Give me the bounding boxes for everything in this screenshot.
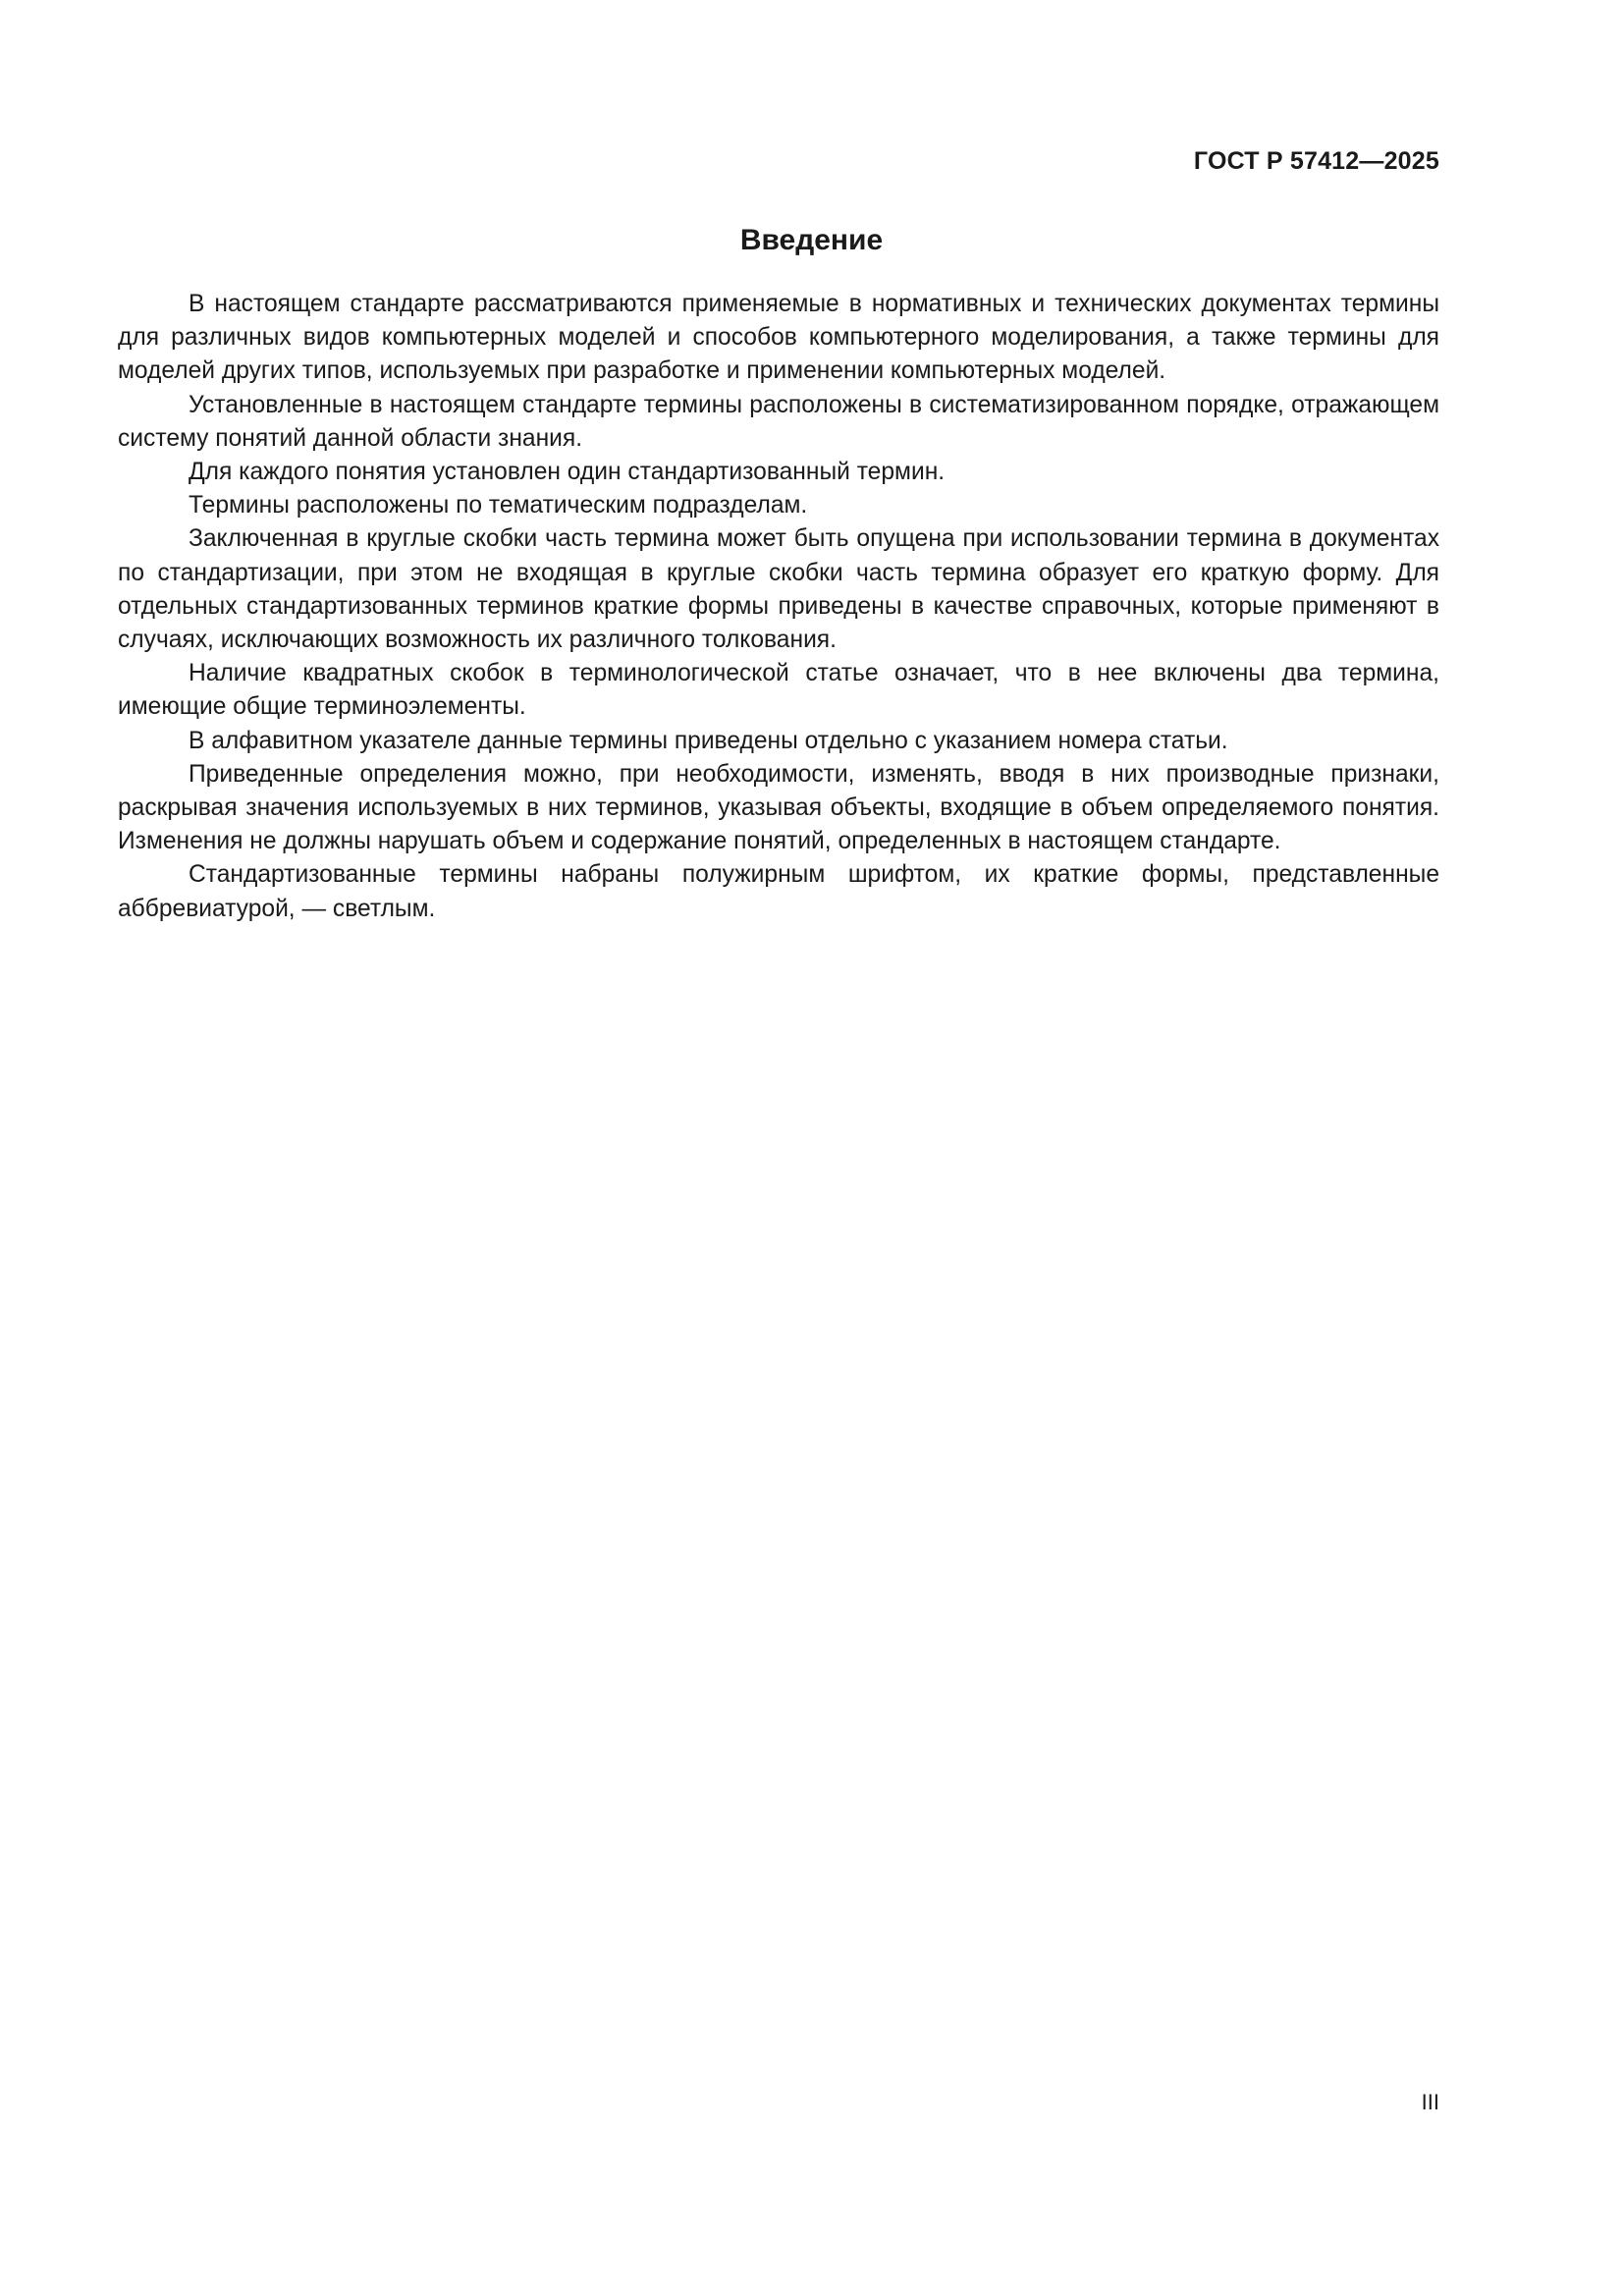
introduction-body xyxy=(118,288,1439,926)
page-number: III xyxy=(1421,2090,1439,2114)
paragraph-2: Установленные в настоящем стандарте термины расположены в систематизированном порядке, отражающем систему понятий данной области знания. xyxy=(118,391,1439,452)
paragraph-1: В настоящем стандарте рассматриваются применяемые в нормативных и технических документах термины для различных видов компьютерных моделей и способов компьютерного моделирования, а также термины для моделей других типов, используемых при разработке и применении компьютерных моделей. xyxy=(118,291,1439,385)
paragraph-8: Приведенные определения можно, при необходимости, изменять, вводя в них производные признаки, раскрывая значения используемых в них терминов, указывая объекты, входящие в объем определяемого понятия. Изменения не должны нарушать объем и содержание понятий, определенных в настоящем стандарте. xyxy=(118,760,1439,855)
paragraph-7: В алфавитном указателе данные термины приведены отдельно с указанием номера статьи. xyxy=(189,727,1228,754)
paragraph-3: Для каждого понятия установлен один стандартизованный термин. xyxy=(189,459,946,486)
paragraph-9: Стандартизованные термины набраны полужирным шрифтом, их краткие формы, представленные аббревиатурой, — светлым. xyxy=(118,861,1439,922)
section-title: Введение xyxy=(739,224,884,256)
paragraph-5: Заключенная в круглые скобки часть термина может быть опущена при использовании термина в документах по стандартизации, при этом не входящая в круглые скобки часть термина образует его краткую форму. Для отдельных стандартизованных терминов краткие формы приведены в качестве справочных, которые применяют в случаях, исключающих возможность их различного толкования. xyxy=(118,525,1439,654)
document-id: ГОСТ Р 57412—2025 xyxy=(1193,147,1439,175)
paragraph-4: Термины расположены по тематическим подразделам. xyxy=(189,492,808,519)
paragraph-6: Наличие квадратных скобок в терминологической статье означает, что в нее включены два термина, имеющие общие терминоэлементы. xyxy=(118,660,1439,721)
